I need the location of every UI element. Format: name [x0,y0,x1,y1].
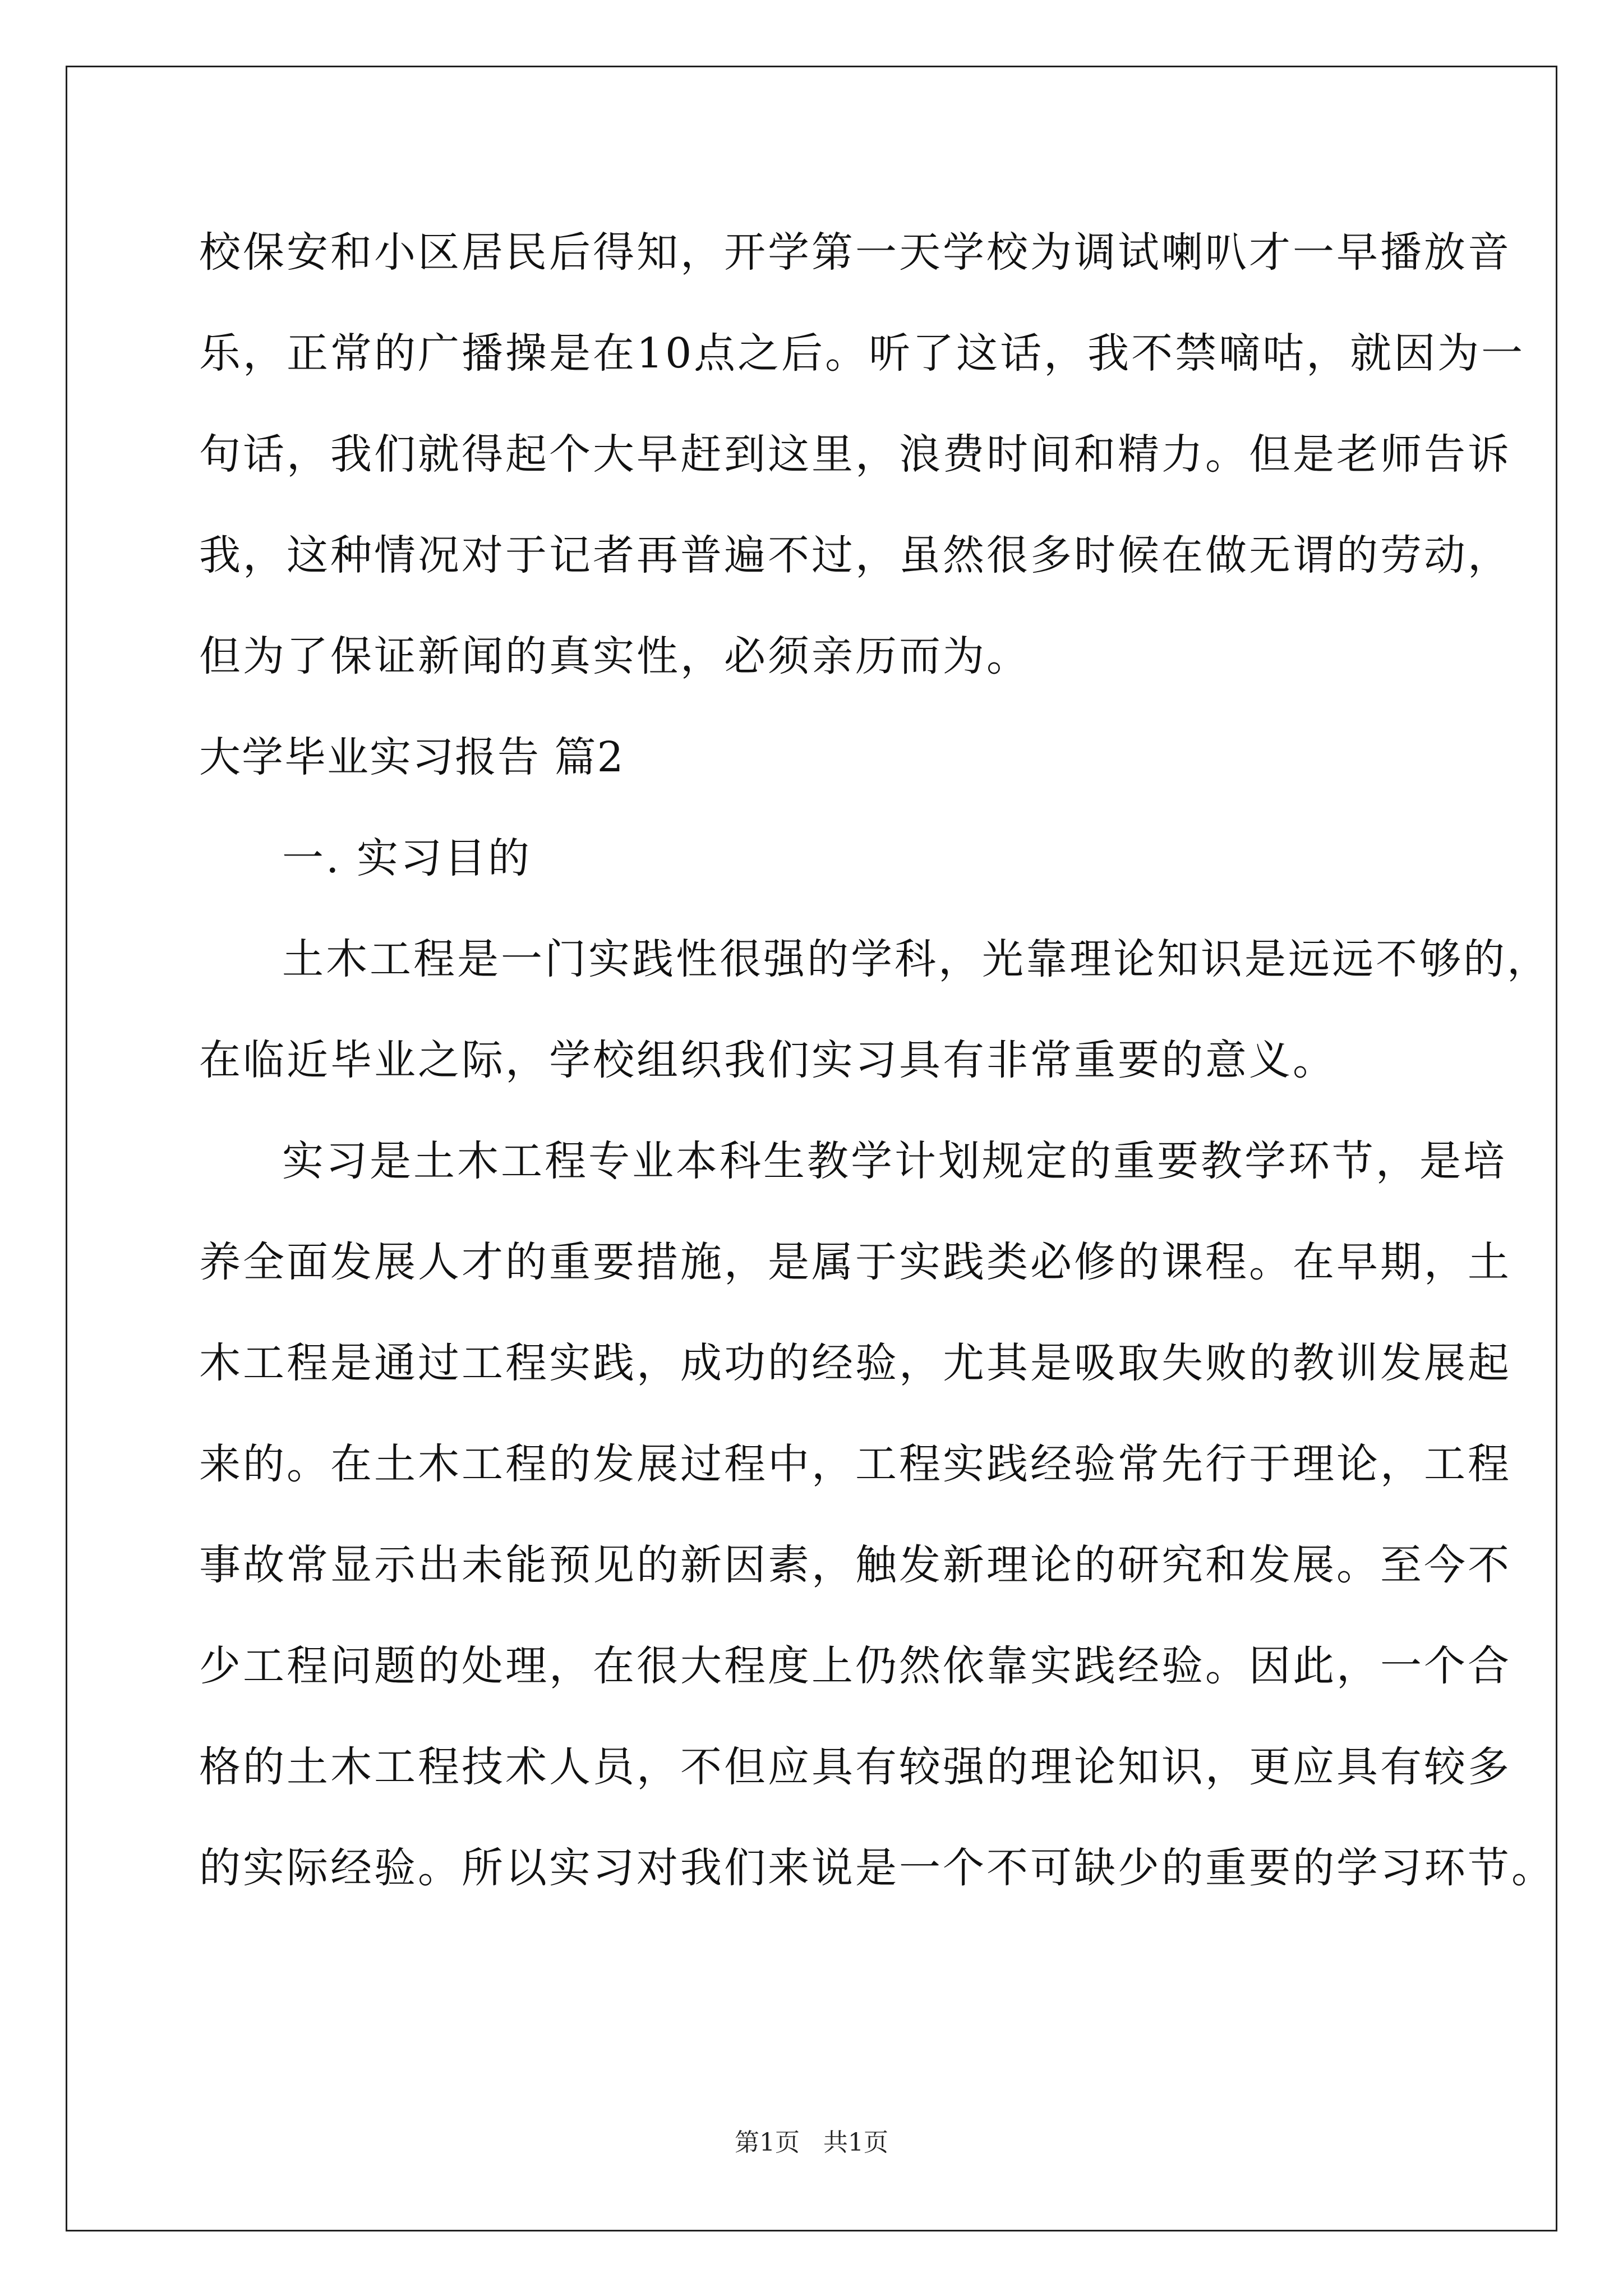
paragraph-line: 少工程问题的处理，在很大程度上仍然依靠实践经验。因此，一个合 [199,1642,1511,1690]
paragraph-line: 在临近毕业之际，学校组织我们实习具有非常重要的意义。 [199,1036,1336,1084]
paragraph-line: 的实际经验。所以实习对我们来说是一个不可缺少的重要的学习环节。 [199,1844,1555,1892]
paragraph-line: 木工程是通过工程实践，成功的经验，尤其是吸取失败的教训发展起 [199,1339,1511,1387]
paragraph-line: 养全面发展人才的重要措施，是属于实践类必修的课程。在早期，土 [199,1238,1511,1286]
paragraph-line: 实习是土木工程专业本科生教学计划规定的重要教学环节，是培 [282,1137,1507,1185]
paragraph-line: 乐，正常的广播操是在10点之后。听了这话，我不禁嘀咕，就因为一 [199,329,1525,378]
subsection-heading: 一. 实习目的 [282,834,532,882]
paragraph-line: 事故常显示出未能预见的新因素，触发新理论的研究和发展。至今不 [199,1541,1511,1589]
page-footer: 第1页 共1页 [735,2128,888,2157]
paragraph-line: 土木工程是一门实践性很强的学科，光靠理论知识是远远不够的， [282,935,1551,983]
paragraph-line: 但为了保证新闻的真实性，必须亲历而为。 [199,632,1030,680]
paragraph-line: 格的土木工程技术人员，不但应具有较强的理论知识，更应具有较多 [199,1743,1511,1791]
paragraph-line: 来的。在土木工程的发展过程中，工程实践经验常先行于理论，工程 [199,1440,1511,1488]
paragraph-line: 我，这种情况对于记者再普遍不过，虽然很多时候在做无谓的劳动， [199,531,1511,579]
paragraph-line: 校保安和小区居民后得知，开学第一天学校为调试喇叭才一早播放音 [199,228,1511,277]
section-heading: 大学毕业实习报告 篇2 [199,733,625,781]
paragraph-line: 句话，我们就得起个大早赶到这里，浪费时间和精力。但是老师告诉 [199,430,1511,478]
